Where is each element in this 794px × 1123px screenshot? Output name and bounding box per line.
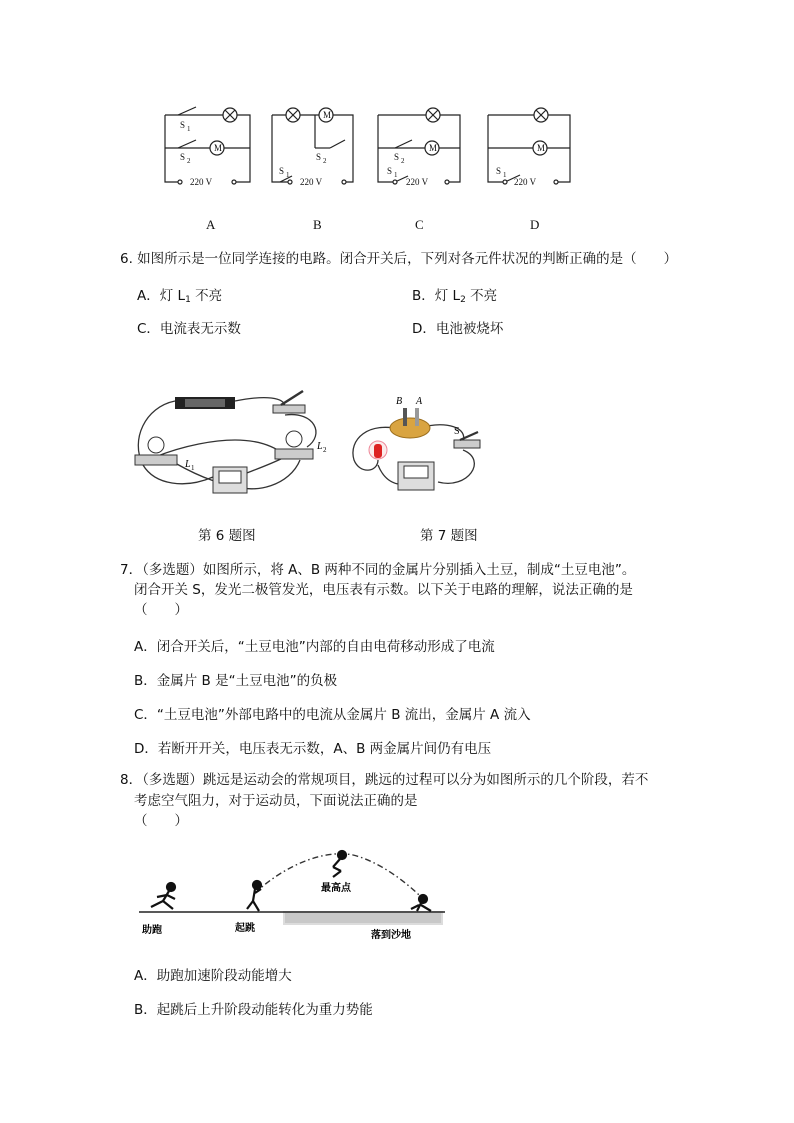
circuit-b (272, 108, 353, 184)
q6-option-d: D．电池被烧坏 (412, 321, 504, 337)
switch-label: S (279, 166, 285, 176)
l1-label: L (185, 459, 191, 470)
switch-label: S (316, 152, 322, 162)
circuit-a (165, 107, 250, 184)
switch-label: S (387, 166, 393, 176)
takeoff-figure (247, 881, 261, 911)
battery-icon (175, 397, 235, 409)
peak-figure (333, 851, 346, 877)
question-6-text: 6. 如图所示是一位同学连接的电路。闭合开关后，下列对各元件状况的判断正确的是（ ） (120, 251, 678, 267)
voltage-label: 220 V (514, 177, 537, 187)
l2-label: L (317, 441, 323, 452)
svg-text:1: 1 (394, 171, 398, 179)
switch-label: S (394, 152, 400, 162)
takeoff-label: 起跳 (235, 923, 255, 934)
switch-s-label: S (454, 426, 460, 437)
motor-label: M (429, 143, 438, 153)
landing-label: 落到沙地 (371, 930, 411, 941)
led-icon (369, 441, 387, 459)
metal-a-label: A (416, 396, 423, 407)
q6-option-b: B．灯 $L_2$ 不亮 (412, 288, 498, 305)
question-7-line-1: 7．（多选题）如图所示，将 A、B 两种不同的金属片分别插入土豆，制成“土豆电池”。 (120, 562, 636, 578)
switch-label: S (180, 152, 186, 162)
figure-7-caption: 第 7 题图 (420, 528, 478, 544)
switch-label: S (496, 166, 502, 176)
option-label-a: A (206, 217, 216, 232)
svg-text:2: 2 (187, 157, 191, 165)
switch-label: S (180, 120, 186, 130)
q7-option-b: B．金属片 B 是“土豆电池”的负极 (134, 673, 338, 689)
switch-icon (273, 391, 305, 413)
q8-option-b: B．起跳后上升阶段动能转化为重力势能 (134, 1002, 373, 1018)
svg-text:1: 1 (286, 171, 290, 179)
question-8-line-3: （ ） (134, 813, 188, 829)
voltage-label: 220 V (406, 177, 429, 187)
question-7-line-3: （ ） (134, 602, 188, 618)
figure-6-caption: 第 6 题图 (198, 528, 256, 544)
question-8-line-1: 8．（多选题）跳远是运动会的常规项目，跳远的过程可以分为如图所示的几个阶段，若不 (120, 772, 649, 788)
svg-text:2: 2 (323, 446, 327, 454)
svg-text:1: 1 (503, 171, 507, 179)
long-jump-figure (135, 845, 455, 945)
q8-option-a: A．助跑加速阶段动能增大 (134, 968, 292, 984)
peak-label: 最高点 (321, 883, 351, 894)
voltage-label: 220 V (190, 177, 213, 187)
figure-6-circuit-illustration (125, 385, 345, 510)
svg-text:1: 1 (191, 464, 195, 472)
potato-icon (390, 408, 430, 438)
q7-option-a: A．闭合开关后，“土豆电池”内部的自由电荷移动形成了电流 (134, 639, 495, 655)
q6-option-a: A．灯 $L_1$ 不亮 (137, 288, 223, 305)
question-7-line-2: 闭合开关 S，发光二极管发光，电压表有示数。以下关于电路的理解，说法正确的是 (134, 582, 633, 598)
figure-7-potato-battery-illustration (348, 390, 498, 500)
bulb-l2-icon (275, 431, 313, 459)
svg-text:2: 2 (323, 157, 327, 165)
svg-text:2: 2 (401, 157, 405, 165)
q6-option-c: C．电流表无示数 (137, 321, 241, 337)
option-label-c: C (415, 217, 424, 232)
motor-label: M (323, 110, 332, 120)
motor-label: M (214, 143, 223, 153)
q7-option-c: C．“土豆电池”外部电路中的电流从金属片 B 流出，金属片 A 流入 (134, 707, 531, 723)
top-circuit-diagrams (150, 100, 590, 195)
svg-text:1: 1 (187, 125, 191, 133)
voltage-label: 220 V (300, 177, 323, 187)
runner-figure (151, 883, 175, 909)
option-label-b: B (313, 217, 322, 232)
option-label-d: D (530, 217, 540, 232)
question-8-line-2: 考虑空气阻力，对于运动员，下面说法正确的是 (134, 793, 418, 809)
landing-figure (411, 895, 431, 911)
run-label: 助跑 (142, 925, 162, 936)
ammeter-icon (213, 467, 247, 493)
voltmeter-icon (398, 462, 434, 490)
metal-b-label: B (396, 396, 403, 407)
q7-option-d: D．若断开开关，电压表无示数，A、B 两金属片间仍有电压 (134, 741, 492, 757)
motor-label: M (537, 143, 546, 153)
